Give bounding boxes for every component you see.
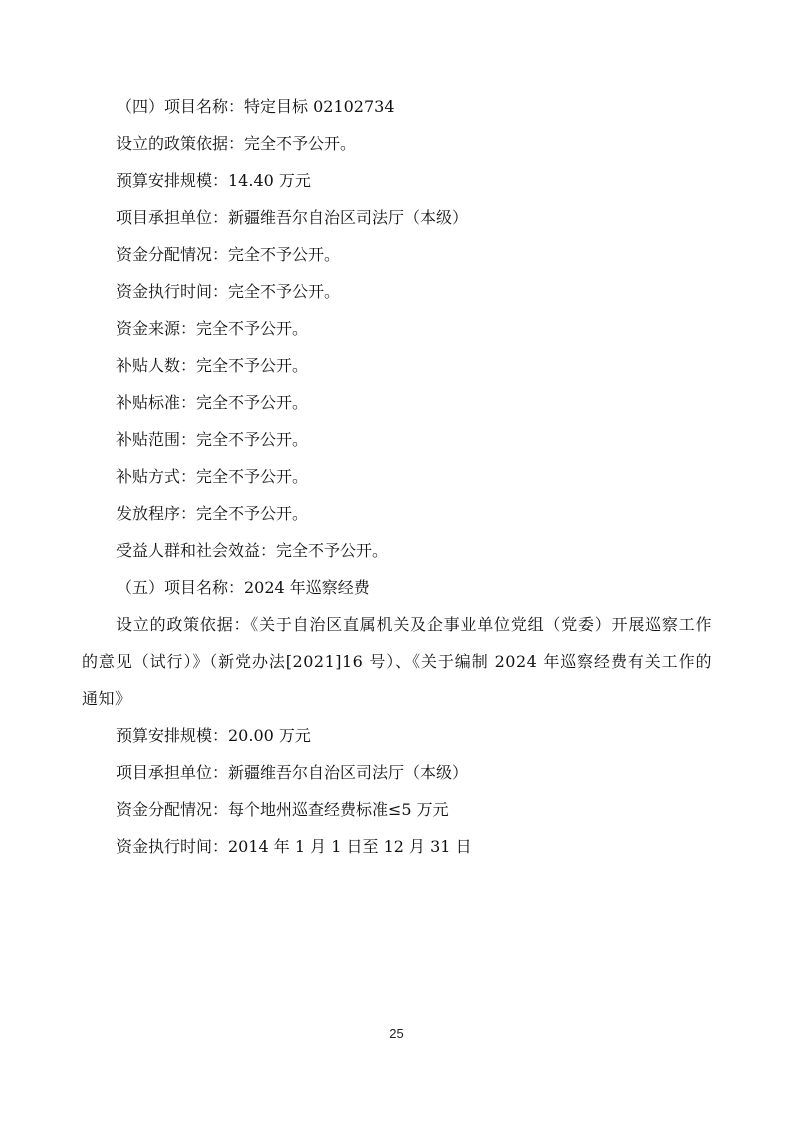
page-number: 25 xyxy=(389,1026,404,1041)
policy-basis-line: 设立的政策依据：完全不予公开。 xyxy=(116,134,357,153)
project-four-title: （四）项目名称：特定目标 02102734 xyxy=(116,97,395,116)
subsidy-count-line: 补贴人数：完全不予公开。 xyxy=(116,356,309,375)
beneficiaries-line: 受益人群和社会效益：完全不予公开。 xyxy=(116,541,389,560)
fund-execution-time-line: 资金执行时间：完全不予公开。 xyxy=(116,282,341,301)
policy-basis-paragraph: 设立的政策依据：《关于自治区直属机关及企事业单位党组（党委）开展巡察工作的意见（试行）》（新党办法[2021]16 号）、《关于编制 2024 年巡察经费有关工作的通知》 xyxy=(82,615,712,708)
subsidy-standard-line: 补贴标准：完全不予公开。 xyxy=(116,393,309,412)
fund-allocation-line: 资金分配情况：完全不予公开。 xyxy=(116,245,341,264)
budget-scale-line: 预算安排规模：14.40 万元 xyxy=(116,171,311,190)
document-body xyxy=(82,88,712,865)
subsidy-scope-line: 补贴范围：完全不予公开。 xyxy=(116,430,309,449)
distribution-procedure-line: 发放程序：完全不予公开。 xyxy=(116,504,309,523)
responsible-unit-line-2: 项目承担单位：新疆维吾尔自治区司法厅（本级） xyxy=(116,763,469,782)
project-five-title: （五）项目名称：2024 年巡察经费 xyxy=(116,578,370,597)
fund-execution-time-line-2: 资金执行时间：2014 年 1 月 1 日至 12 月 31 日 xyxy=(116,837,472,856)
responsible-unit-line: 项目承担单位：新疆维吾尔自治区司法厅（本级） xyxy=(116,208,469,227)
budget-scale-line-2: 预算安排规模：20.00 万元 xyxy=(116,726,311,745)
fund-source-line: 资金来源：完全不予公开。 xyxy=(116,319,309,338)
subsidy-method-line: 补贴方式：完全不予公开。 xyxy=(116,467,309,486)
fund-allocation-line-2: 资金分配情况：每个地州巡查经费标准≤5 万元 xyxy=(116,800,449,819)
